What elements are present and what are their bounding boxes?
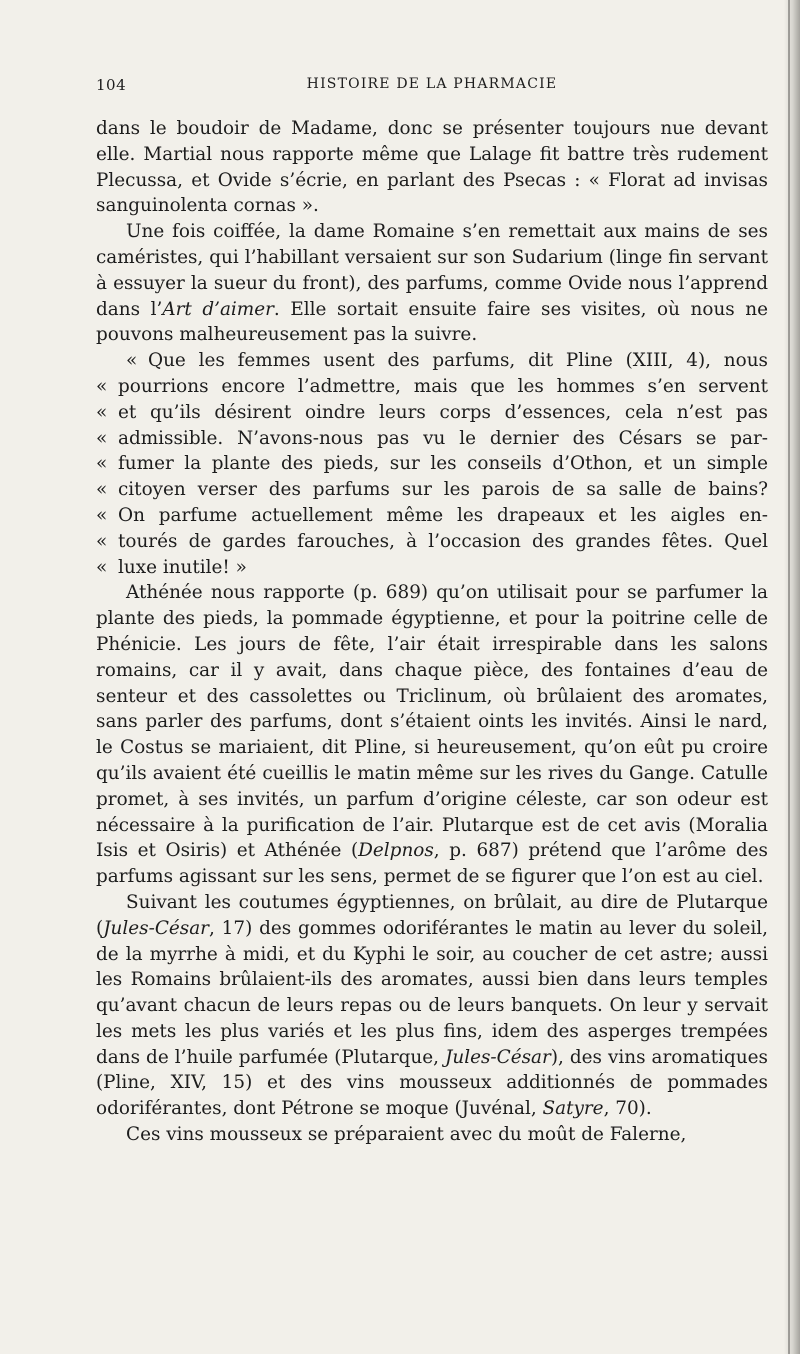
quote-mark: « xyxy=(96,401,108,423)
body-text xyxy=(96,116,768,1148)
running-title: HISTOIRE DE LA PHARMACIE xyxy=(306,76,558,92)
quote-line xyxy=(96,374,768,400)
quote-mark: « xyxy=(96,504,108,526)
quote-mark: « xyxy=(96,427,108,449)
quote-line-text: Que les femmes usent des parfums, dit Pline (XIII, 4), nous xyxy=(148,350,768,372)
quote-line-text: citoyen verser des parfums sur les parois de sa salle de bains? xyxy=(118,479,768,501)
text-run: Une fois coiffée, la dame Romaine s’en remettait aux mains de ses caméristes, qui l’habillant versaient sur son Sudarium (linge fin servant à essuyer la sueur du front), des parfums, comme Ovide nous l’apprend dans l’ xyxy=(96,221,768,320)
quote-line xyxy=(96,503,768,529)
quote-line xyxy=(96,529,768,555)
page-edge-shadow xyxy=(784,0,800,1354)
italic-title: Art d’aimer xyxy=(162,298,274,320)
quote-mark: « xyxy=(96,556,108,578)
paragraph xyxy=(96,219,768,348)
text-run: dans le boudoir de Madame, donc se présenter toujours nue devant elle. Martial nous rapporte même que Lalage fit battre très rudement Plecussa, et Ovide s’écrie, en parlant des Psecas : « Florat ad invisas sanguinolenta cornas ». xyxy=(96,118,768,217)
text-run: ), des vins aromatiques (Pline, XIV, 15) et des vins mousseux additionnés de pommades odoriférantes, dont Pétrone se moque (Juvénal, xyxy=(96,1046,768,1120)
text-run: . Elle sortait ensuite faire ses visites, où nous ne pouvons malheureusement pas la suivre. xyxy=(96,298,769,346)
running-head xyxy=(96,76,768,98)
quote-line-text: pourrions encore l’admettre, mais que les hommes s’en servent xyxy=(118,375,768,397)
quote-line xyxy=(96,400,768,426)
quote-mark: « xyxy=(96,375,108,397)
quote-mark: « xyxy=(96,479,108,501)
quote-line xyxy=(96,555,768,581)
quote-line-text: tourés de gardes farouches, à l’occasion des grandes fêtes. Quel xyxy=(118,530,768,552)
quote-mark: « xyxy=(96,530,108,552)
quote-line xyxy=(96,348,768,374)
quote-line-text: On parfume actuellement même les drapeaux et les aigles en- xyxy=(118,504,768,526)
paragraph xyxy=(96,890,768,1122)
pliny-quotation xyxy=(96,348,768,580)
text-run: , 70). xyxy=(603,1098,652,1120)
quote-line-text: luxe inutile! » xyxy=(118,556,247,578)
text-run: Ces vins mousseux se préparaient avec du moût de Falerne, xyxy=(126,1124,687,1146)
text-run: , p. 687) prétend que l’arôme des parfums agissant sur les sens, permet de se figurer que l’on est au ciel. xyxy=(96,840,768,888)
quote-line-text: admissible. N’avons-nous pas vu le dernier des Césars se par- xyxy=(118,427,768,449)
text-run: Athénée nous rapporte (p. 689) qu’on utilisait pour se parfumer la plante des pieds, la pommade égyptienne, et pour la poitrine celle de Phénicie. Les jours de fête, l’air était irrespirable dans les salons romains, car il y avait, dans chaque pièce, des fontaines d’eau de senteur et des cassolettes ou Triclinum, où brûlaient des aromates, sans parler des parfums, dont s’étaient oints les invités. Ainsi le nard, le Costus se mariaient, dit Pline, si heureusement, qu’on eût pu croire qu’ils avaient été cueillis le matin même sur les rives du Gange. Catulle promet, à ses invités, un parfum d’origine céleste, car son odeur est nécessaire à la purification de l’air. Plutarque est de cet avis (Moralia Isis et Osiris) et Athénée ( xyxy=(96,582,768,862)
quote-mark: « xyxy=(96,453,108,475)
paragraph xyxy=(96,580,768,890)
italic-title: Satyre xyxy=(542,1098,604,1120)
text-run: , 17) des gommes odoriférantes le matin au lever du soleil, de la myrrhe à midi, et du Kyphi le soir, au coucher de cet astre; aussi les Romains brûlaient-ils des aromates, aussi bien dans leurs temples qu’avant chacun de leurs repas ou de leurs banquets. On leur y servait les mets les plus variés et les plus fins, idem des asperges trempées dans de l’huile parfumée (Plutarque, xyxy=(96,917,768,1068)
quote-line xyxy=(96,426,768,452)
paragraph-continued xyxy=(96,116,768,219)
page-number: 104 xyxy=(96,76,127,94)
paragraph xyxy=(96,1122,768,1148)
italic-title: Delpnos xyxy=(358,840,434,862)
text-run: Suivant les coutumes égyptiennes, on brûlait, au dire de Plutarque ( xyxy=(96,891,768,939)
page-edge-line xyxy=(788,0,790,1354)
quote-line xyxy=(96,451,768,477)
quote-line xyxy=(96,477,768,503)
italic-title: Jules-César xyxy=(445,1046,551,1068)
quote-line-text: fumer la plante des pieds, sur les conseils d’Othon, et un simple xyxy=(118,453,768,475)
quote-mark: « xyxy=(126,350,138,372)
italic-title: Jules-César xyxy=(103,917,209,939)
quote-line-text: et qu’ils désirent oindre leurs corps d’essences, cela n’est pas xyxy=(118,401,768,423)
